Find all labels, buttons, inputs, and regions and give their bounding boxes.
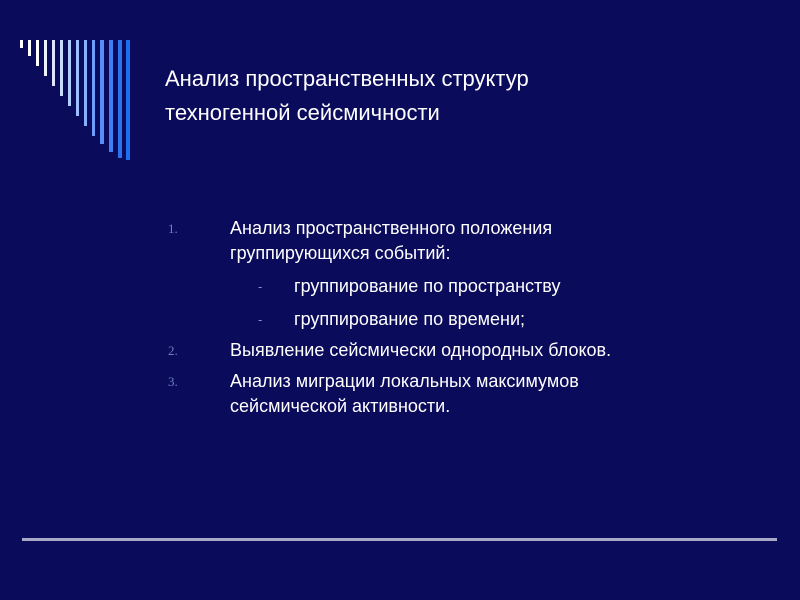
bar-6 xyxy=(60,40,63,96)
sub-marker-2: - xyxy=(258,312,263,327)
list-marker-2: 2. xyxy=(168,343,178,358)
sub-item-1 xyxy=(168,274,748,299)
bar-8 xyxy=(76,40,79,116)
bar-14 xyxy=(126,40,130,160)
bottom-divider xyxy=(22,538,777,541)
list-item-1 xyxy=(168,216,748,266)
bar-2 xyxy=(28,40,31,56)
sub-item-1-text: группирование по пространству xyxy=(294,276,561,296)
bar-5 xyxy=(52,40,55,86)
content-list xyxy=(168,216,748,419)
bar-10 xyxy=(92,40,95,136)
title-line-1: Анализ пространственных структур xyxy=(165,66,529,91)
bar-11 xyxy=(100,40,104,144)
list-marker-3: 3. xyxy=(168,374,178,389)
bar-4 xyxy=(44,40,47,76)
bar-7 xyxy=(68,40,71,106)
list-item-3 xyxy=(168,369,748,419)
bar-1 xyxy=(20,40,23,48)
bar-12 xyxy=(109,40,113,152)
sub-marker-1: - xyxy=(258,279,263,294)
sub-item-2-text: группирование по времени; xyxy=(294,309,526,329)
slide-title xyxy=(165,62,765,130)
list-item-1-line-2: группирующихся событий: xyxy=(230,243,451,263)
list-item-2 xyxy=(168,338,748,363)
list-marker-1: 1. xyxy=(168,221,178,236)
decorative-bars xyxy=(0,0,160,170)
bar-3 xyxy=(36,40,39,66)
list-item-2-line-1: Выявление сейсмически однородных блоков. xyxy=(230,340,612,360)
bar-13 xyxy=(118,40,122,158)
list-item-1-line-1: Анализ пространственного положения xyxy=(230,218,553,238)
title-line-2: техногенной сейсмичности xyxy=(165,100,440,125)
bar-9 xyxy=(84,40,87,126)
list-item-3-line-1: Анализ миграции локальных максимумов xyxy=(230,371,579,391)
list-item-3-line-2: сейсмической активности. xyxy=(230,396,451,416)
sub-item-2 xyxy=(168,307,748,332)
